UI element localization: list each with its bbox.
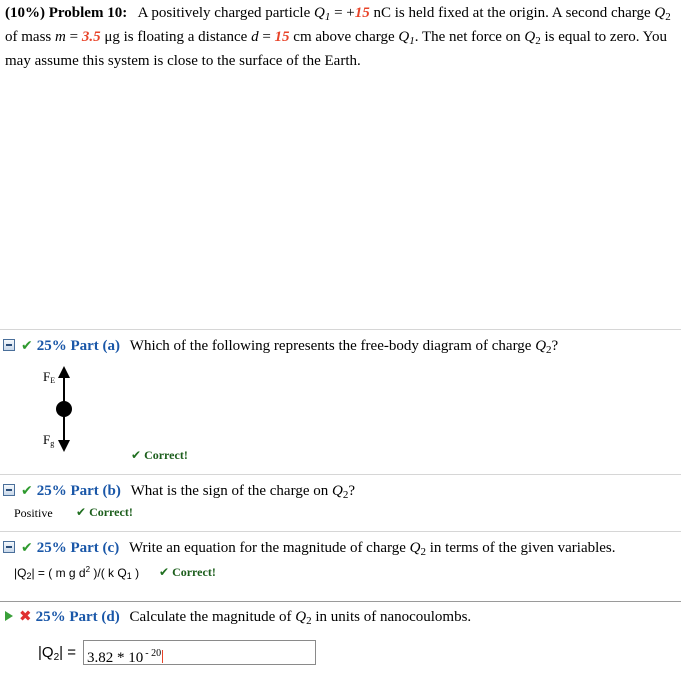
collapse-icon[interactable] xyxy=(3,541,15,553)
var-q: Q xyxy=(409,540,421,556)
answer-label: $|Q_2|$ = xyxy=(38,644,76,663)
divider xyxy=(0,531,681,532)
var-q: Q xyxy=(654,5,666,21)
checkmark-icon: ✔ xyxy=(21,540,33,556)
part-c-header[interactable] xyxy=(3,537,616,559)
fg-arrowhead-icon xyxy=(58,440,70,452)
expand-arrow-icon[interactable] xyxy=(5,611,13,621)
sub-2: 2 xyxy=(306,615,312,627)
sub-2: 2 xyxy=(535,35,541,47)
var-q: Q xyxy=(295,609,307,625)
part-a-header[interactable] xyxy=(3,335,558,357)
distance-value: 15 xyxy=(274,29,290,45)
part-b-percent: 25% Part (b) xyxy=(36,483,121,499)
part-b-answer: Positive xyxy=(14,506,53,520)
part-a-feedback: ✔ Correct! xyxy=(131,448,188,462)
collapse-icon[interactable] xyxy=(3,484,15,496)
fe-label: FE xyxy=(43,369,56,385)
problem-text: of mass xyxy=(5,29,52,45)
charge-dot xyxy=(56,401,72,417)
divider xyxy=(0,601,681,602)
part-c-equation: |Q2| = ( m g $d^2$ )/( k Q1 ) xyxy=(14,565,140,581)
checkmark-icon: ✔ xyxy=(21,483,33,499)
divider xyxy=(0,474,681,475)
text-caret xyxy=(162,650,163,663)
sub-1: 1 xyxy=(324,11,331,23)
problem-text: is equal to zero. You may assume this system is close to the surface of the Earth. xyxy=(5,29,668,69)
part-d-question-end: in units of nanocoulombs. xyxy=(315,609,472,625)
check-icon: ✔ xyxy=(131,448,142,462)
equals: = xyxy=(69,29,79,45)
free-body-diagram xyxy=(52,366,76,452)
part-b-header[interactable] xyxy=(3,480,355,502)
part-d-header[interactable] xyxy=(3,605,471,627)
var-d: d xyxy=(251,29,259,45)
sub-2: 2 xyxy=(665,11,671,23)
var-q: Q xyxy=(331,483,343,499)
part-c-question-end: in terms of the given variables. xyxy=(429,540,616,556)
var-q: Q xyxy=(535,338,547,354)
var-q: Q xyxy=(398,29,410,45)
answer-input-value: 3.82 * 10 xyxy=(87,650,144,666)
sub-1: 1 xyxy=(409,35,415,47)
equals-plus: = + xyxy=(334,5,355,21)
problem-text: nC is held fixed at the origin. A second charge xyxy=(373,5,651,21)
q1-value: 15 xyxy=(354,5,370,21)
problem-text: A positively charged particle xyxy=(137,5,311,21)
fe-arrowhead-icon xyxy=(58,366,70,378)
var-q: Q xyxy=(313,5,325,21)
part-d-percent: 25% Part (d) xyxy=(35,609,120,625)
check-icon: ✔ xyxy=(76,505,87,519)
sub-2: 2 xyxy=(420,546,426,558)
answer-input-exponent: - 20 xyxy=(145,648,162,659)
question-mark: ? xyxy=(348,483,355,499)
problem-text: cm above charge xyxy=(293,29,395,45)
part-b-question: What is the sign of the charge on xyxy=(130,483,329,499)
part-c-percent: 25% Part (c) xyxy=(36,540,120,556)
part-a-question: Which of the following represents the free-body diagram of charge xyxy=(129,338,532,354)
problem-text: μg is floating a distance xyxy=(104,29,248,45)
part-d-question: Calculate the magnitude of xyxy=(129,609,292,625)
checkmark-icon: ✔ xyxy=(21,338,33,354)
var-q: Q xyxy=(524,29,536,45)
var-m: m xyxy=(55,29,66,45)
question-mark: ? xyxy=(551,338,559,354)
part-a-percent: 25% Part (a) xyxy=(36,338,121,354)
fg-label: Fg xyxy=(43,432,55,448)
part-c-feedback: ✔ Correct! xyxy=(159,565,216,579)
mass-value: 3.5 xyxy=(81,29,101,45)
sub-2: 2 xyxy=(342,489,349,501)
part-b-feedback: ✔ Correct! xyxy=(76,505,133,519)
problem-statement xyxy=(5,3,673,71)
divider xyxy=(0,329,681,330)
problem-heading: (10%) Problem 10: xyxy=(5,5,128,21)
check-icon: ✔ xyxy=(159,565,170,579)
sub-2: 2 xyxy=(546,344,552,356)
answer-input[interactable] xyxy=(83,640,316,665)
part-c-question: Write an equation for the magnitude of charge xyxy=(128,540,406,556)
x-mark-icon: ✖ xyxy=(19,607,32,625)
collapse-icon[interactable] xyxy=(3,339,15,351)
problem-text: . The net force on xyxy=(414,29,521,45)
equals: = xyxy=(262,29,271,45)
